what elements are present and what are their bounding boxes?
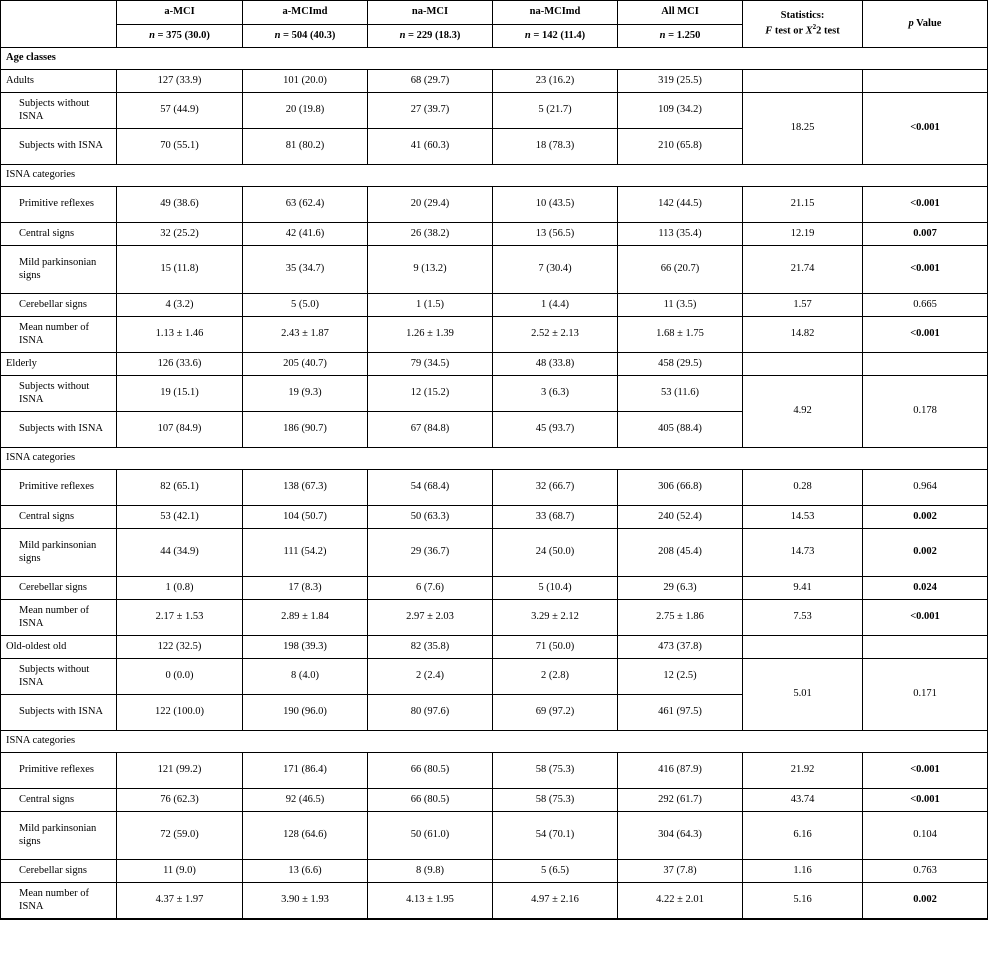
isna-category-row: [1, 529, 988, 577]
p-value-cell: 0.964: [863, 470, 988, 506]
table-cell: 58 (75.3): [493, 789, 618, 812]
empty-p-cell: [863, 636, 988, 659]
table-cell: 1.13 ± 1.46: [117, 317, 243, 353]
header-group-na-mci: na-MCI: [368, 1, 493, 25]
isna-category-row: [1, 789, 988, 812]
table-cell: 4.37 ± 1.97: [117, 883, 243, 920]
row-label: Mild parkinsonian signs: [1, 812, 117, 860]
table-cell: 240 (52.4): [618, 506, 743, 529]
header-corner-cell: [1, 1, 117, 48]
n-symbol: n: [524, 29, 531, 41]
isna-category-row: [1, 883, 988, 920]
table-cell: 2 (2.8): [493, 659, 618, 695]
table-cell: 4.22 ± 2.01: [618, 883, 743, 920]
header-n-na-mcimd: [493, 25, 618, 48]
isna-categories-label: ISNA categories: [1, 448, 988, 470]
table-cell: 3.90 ± 1.93: [243, 883, 368, 920]
table-cell: 29 (6.3): [618, 577, 743, 600]
header-statistics-f: F: [765, 25, 773, 37]
table-cell: 109 (34.2): [618, 93, 743, 129]
age-group-row: [1, 636, 988, 659]
p-value-cell: 0.104: [863, 812, 988, 860]
table-cell: 122 (32.5): [117, 636, 243, 659]
table-cell: 66 (80.5): [368, 753, 493, 789]
header-row-groups: [1, 1, 988, 25]
table-cell: 35 (34.7): [243, 246, 368, 294]
isna-categories-label: ISNA categories: [1, 165, 988, 187]
table-cell: 12 (15.2): [368, 376, 493, 412]
table-cell: 5 (5.0): [243, 294, 368, 317]
stat-cell: 0.28: [743, 470, 863, 506]
table-cell: 127 (33.9): [117, 70, 243, 93]
table-cell: 205 (40.7): [243, 353, 368, 376]
table-cell: 111 (54.2): [243, 529, 368, 577]
table-cell: 72 (59.0): [117, 812, 243, 860]
table-cell: 66 (20.7): [618, 246, 743, 294]
table-cell: 9 (13.2): [368, 246, 493, 294]
header-statistics-mid: test or: [772, 25, 806, 37]
table-cell: 461 (97.5): [618, 695, 743, 731]
section-title: Age classes: [1, 48, 988, 70]
table-cell: 19 (9.3): [243, 376, 368, 412]
table-cell: 1.26 ± 1.39: [368, 317, 493, 353]
row-label: Primitive reflexes: [1, 187, 117, 223]
row-label: Subjects without ISNA: [1, 93, 117, 129]
table-cell: 104 (50.7): [243, 506, 368, 529]
table-cell: 42 (41.6): [243, 223, 368, 246]
table-cell: 13 (56.5): [493, 223, 618, 246]
table-cell: 20 (19.8): [243, 93, 368, 129]
stat-cell: 18.25: [743, 93, 863, 165]
empty-stat-cell: [743, 353, 863, 376]
table-cell: 58 (75.3): [493, 753, 618, 789]
table-cell: 37 (7.8): [618, 860, 743, 883]
age-group-row: [1, 353, 988, 376]
isna-categories-row: [1, 165, 988, 187]
n-value: 142 (11.4): [541, 29, 586, 41]
header-n-a-mci: [117, 25, 243, 48]
header-statistics-tail: 2 test: [816, 25, 840, 37]
row-label: Subjects with ISNA: [1, 695, 117, 731]
table-cell: 2.97 ± 2.03: [368, 600, 493, 636]
p-value-cell: <0.001: [863, 753, 988, 789]
n-value: 375 (30.0): [166, 29, 210, 41]
n-value: 504 (40.3): [291, 29, 336, 41]
header-group-a-mcimd: a-MCImd: [243, 1, 368, 25]
table-cell: 3 (6.3): [493, 376, 618, 412]
stat-cell: 5.01: [743, 659, 863, 731]
table-cell: 5 (6.5): [493, 860, 618, 883]
table-cell: 3.29 ± 2.12: [493, 600, 618, 636]
row-label: Mean number of ISNA: [1, 600, 117, 636]
table-cell: 186 (90.7): [243, 412, 368, 448]
p-value-cell: <0.001: [863, 93, 988, 165]
table-cell: 53 (42.1): [117, 506, 243, 529]
stat-cell: 12.19: [743, 223, 863, 246]
isna-categories-row: [1, 448, 988, 470]
table-cell: 4 (3.2): [117, 294, 243, 317]
header-statistics-line1: Statistics:: [780, 10, 825, 22]
table-cell: 69 (97.2): [493, 695, 618, 731]
p-value-cell: 0.024: [863, 577, 988, 600]
table-cell: 190 (96.0): [243, 695, 368, 731]
stat-cell: 4.92: [743, 376, 863, 448]
n-symbol: n: [274, 29, 281, 41]
table-cell: 71 (50.0): [493, 636, 618, 659]
n-value: 229 (18.3): [416, 29, 461, 41]
table-cell: 1 (0.8): [117, 577, 243, 600]
table-cell: 15 (11.8): [117, 246, 243, 294]
stat-cell: 1.57: [743, 294, 863, 317]
table-cell: 76 (62.3): [117, 789, 243, 812]
table-cell: 32 (25.2): [117, 223, 243, 246]
header-statistics-x: X: [805, 25, 813, 37]
isna-category-row: [1, 506, 988, 529]
table-cell: 1 (4.4): [493, 294, 618, 317]
header-n-a-mcimd: [243, 25, 368, 48]
stat-cell: 6.16: [743, 812, 863, 860]
p-value-cell: 0.002: [863, 506, 988, 529]
p-value-cell: <0.001: [863, 317, 988, 353]
age-group-row: [1, 70, 988, 93]
isna-category-row: [1, 753, 988, 789]
table-cell: 122 (100.0): [117, 695, 243, 731]
p-value-cell: 0.007: [863, 223, 988, 246]
isna-category-row: [1, 600, 988, 636]
isna-category-row: [1, 812, 988, 860]
p-value-cell: 0.002: [863, 529, 988, 577]
row-label: Mean number of ISNA: [1, 317, 117, 353]
p-value-cell: 0.665: [863, 294, 988, 317]
n-symbol: n: [399, 29, 406, 41]
subjects-without-isna-row: [1, 93, 988, 129]
stat-cell: 14.53: [743, 506, 863, 529]
table-cell: 5 (10.4): [493, 577, 618, 600]
table-cell: 304 (64.3): [618, 812, 743, 860]
table-cell: 2.52 ± 2.13: [493, 317, 618, 353]
table-cell: 2 (2.4): [368, 659, 493, 695]
n-value: 1.250: [676, 29, 701, 41]
table-cell: 6 (7.6): [368, 577, 493, 600]
header-group-na-mcimd: na-MCImd: [493, 1, 618, 25]
table-cell: 32 (66.7): [493, 470, 618, 506]
section-title-row: [1, 48, 988, 70]
table-cell: 48 (33.8): [493, 353, 618, 376]
isna-categories-label: ISNA categories: [1, 731, 988, 753]
row-label: Subjects with ISNA: [1, 129, 117, 165]
n-equals: =: [405, 29, 417, 41]
table-cell: 4.13 ± 1.95: [368, 883, 493, 920]
table-cell: 11 (9.0): [117, 860, 243, 883]
table-cell: 54 (70.1): [493, 812, 618, 860]
table-cell: 113 (35.4): [618, 223, 743, 246]
age-group-label: Old-oldest old: [1, 636, 117, 659]
table-cell: 49 (38.6): [117, 187, 243, 223]
empty-p-cell: [863, 353, 988, 376]
subjects-without-isna-row: [1, 659, 988, 695]
isna-categories-row: [1, 731, 988, 753]
row-label: Cerebellar signs: [1, 294, 117, 317]
table-cell: 11 (3.5): [618, 294, 743, 317]
age-group-label: Adults: [1, 70, 117, 93]
row-label: Central signs: [1, 223, 117, 246]
header-group-all-mci: All MCI: [618, 1, 743, 25]
table-cell: 10 (43.5): [493, 187, 618, 223]
header-p-value: [863, 1, 988, 48]
n-equals: =: [530, 29, 542, 41]
table-cell: 5 (21.7): [493, 93, 618, 129]
isna-category-row: [1, 860, 988, 883]
row-label: Cerebellar signs: [1, 577, 117, 600]
stat-cell: 14.82: [743, 317, 863, 353]
table-cell: 82 (65.1): [117, 470, 243, 506]
table-cell: 53 (11.6): [618, 376, 743, 412]
table-cell: 20 (29.4): [368, 187, 493, 223]
table-cell: 57 (44.9): [117, 93, 243, 129]
table-cell: 82 (35.8): [368, 636, 493, 659]
stat-cell: 14.73: [743, 529, 863, 577]
table-cell: 1 (1.5): [368, 294, 493, 317]
p-value-cell: <0.001: [863, 789, 988, 812]
p-value-cell: 0.763: [863, 860, 988, 883]
table-cell: 12 (2.5): [618, 659, 743, 695]
table-cell: 2.75 ± 1.86: [618, 600, 743, 636]
n-symbol: n: [149, 29, 155, 41]
table-cell: 171 (86.4): [243, 753, 368, 789]
table-cell: 405 (88.4): [618, 412, 743, 448]
table-cell: 80 (97.6): [368, 695, 493, 731]
isna-category-row: [1, 317, 988, 353]
table-cell: 0 (0.0): [117, 659, 243, 695]
isna-category-row: [1, 187, 988, 223]
table-cell: 101 (20.0): [243, 70, 368, 93]
table-cell: 19 (15.1): [117, 376, 243, 412]
table-cell: 45 (93.7): [493, 412, 618, 448]
table-cell: 70 (55.1): [117, 129, 243, 165]
table-cell: 126 (33.6): [117, 353, 243, 376]
row-label: Mean number of ISNA: [1, 883, 117, 920]
table-cell: 18 (78.3): [493, 129, 618, 165]
table-cell: 27 (39.7): [368, 93, 493, 129]
table-cell: 8 (4.0): [243, 659, 368, 695]
isna-category-row: [1, 294, 988, 317]
row-label: Cerebellar signs: [1, 860, 117, 883]
table-cell: 29 (36.7): [368, 529, 493, 577]
row-label: Central signs: [1, 789, 117, 812]
p-value-cell: 0.178: [863, 376, 988, 448]
stat-cell: 9.41: [743, 577, 863, 600]
table-cell: 67 (84.8): [368, 412, 493, 448]
table-cell: 292 (61.7): [618, 789, 743, 812]
n-symbol: n: [659, 29, 666, 41]
row-label: Primitive reflexes: [1, 753, 117, 789]
table-cell: 458 (29.5): [618, 353, 743, 376]
table-cell: 41 (60.3): [368, 129, 493, 165]
isna-category-row: [1, 470, 988, 506]
table-cell: 1.68 ± 1.75: [618, 317, 743, 353]
header-p-rest: Value: [913, 17, 942, 29]
stat-cell: 21.74: [743, 246, 863, 294]
table-cell: 44 (34.9): [117, 529, 243, 577]
row-label: Mild parkinsonian signs: [1, 246, 117, 294]
age-group-label: Elderly: [1, 353, 117, 376]
table-cell: 24 (50.0): [493, 529, 618, 577]
n-equals: =: [154, 29, 167, 41]
p-value-cell: <0.001: [863, 187, 988, 223]
table-cell: 81 (80.2): [243, 129, 368, 165]
stat-cell: 21.92: [743, 753, 863, 789]
header-statistics: [743, 1, 863, 48]
table-cell: 63 (62.4): [243, 187, 368, 223]
subjects-without-isna-row: [1, 376, 988, 412]
p-value-cell: 0.171: [863, 659, 988, 731]
header-statistics-sup: 2: [812, 22, 817, 31]
table-cell: 473 (37.8): [618, 636, 743, 659]
table-cell: 138 (67.3): [243, 470, 368, 506]
table-cell: 33 (68.7): [493, 506, 618, 529]
isna-category-row: [1, 223, 988, 246]
row-label: Subjects without ISNA: [1, 376, 117, 412]
table-cell: 2.17 ± 1.53: [117, 600, 243, 636]
n-equals: =: [280, 29, 292, 41]
table-body: [1, 1, 988, 920]
p-value-cell: <0.001: [863, 246, 988, 294]
header-n-all-mci: [618, 25, 743, 48]
table-cell: 2.43 ± 1.87: [243, 317, 368, 353]
isna-category-row: [1, 577, 988, 600]
p-value-cell: <0.001: [863, 600, 988, 636]
stat-cell: 5.16: [743, 883, 863, 920]
table-cell: 4.97 ± 2.16: [493, 883, 618, 920]
row-label: Subjects with ISNA: [1, 412, 117, 448]
table-cell: 2.89 ± 1.84: [243, 600, 368, 636]
table-cell: 50 (61.0): [368, 812, 493, 860]
row-label: Central signs: [1, 506, 117, 529]
p-value-cell: 0.002: [863, 883, 988, 920]
table-cell: 107 (84.9): [117, 412, 243, 448]
row-label: Mild parkinsonian signs: [1, 529, 117, 577]
table-cell: 416 (87.9): [618, 753, 743, 789]
table-cell: 319 (25.5): [618, 70, 743, 93]
table-cell: 7 (30.4): [493, 246, 618, 294]
table-cell: 8 (9.8): [368, 860, 493, 883]
stat-cell: 1.16: [743, 860, 863, 883]
table-cell: 79 (34.5): [368, 353, 493, 376]
table-cell: 142 (44.5): [618, 187, 743, 223]
table-cell: 23 (16.2): [493, 70, 618, 93]
stat-cell: 7.53: [743, 600, 863, 636]
isna-category-row: [1, 246, 988, 294]
table-cell: 13 (6.6): [243, 860, 368, 883]
header-group-a-mci: a-MCI: [117, 1, 243, 25]
row-label: Subjects without ISNA: [1, 659, 117, 695]
table-cell: 306 (66.8): [618, 470, 743, 506]
table-cell: 198 (39.3): [243, 636, 368, 659]
header-p-letter: p: [908, 17, 914, 29]
table-cell: 128 (64.6): [243, 812, 368, 860]
table-cell: 54 (68.4): [368, 470, 493, 506]
table-cell: 210 (65.8): [618, 129, 743, 165]
table-cell: 17 (8.3): [243, 577, 368, 600]
table-cell: 121 (99.2): [117, 753, 243, 789]
header-n-na-mci: [368, 25, 493, 48]
table-cell: 66 (80.5): [368, 789, 493, 812]
stat-cell: 21.15: [743, 187, 863, 223]
table-cell: 208 (45.4): [618, 529, 743, 577]
stat-cell: 43.74: [743, 789, 863, 812]
n-equals: =: [665, 29, 677, 41]
empty-p-cell: [863, 70, 988, 93]
empty-stat-cell: [743, 70, 863, 93]
row-label: Primitive reflexes: [1, 470, 117, 506]
empty-stat-cell: [743, 636, 863, 659]
table-cell: 68 (29.7): [368, 70, 493, 93]
table-cell: 50 (63.3): [368, 506, 493, 529]
table-cell: 26 (38.2): [368, 223, 493, 246]
table-cell: 92 (46.5): [243, 789, 368, 812]
